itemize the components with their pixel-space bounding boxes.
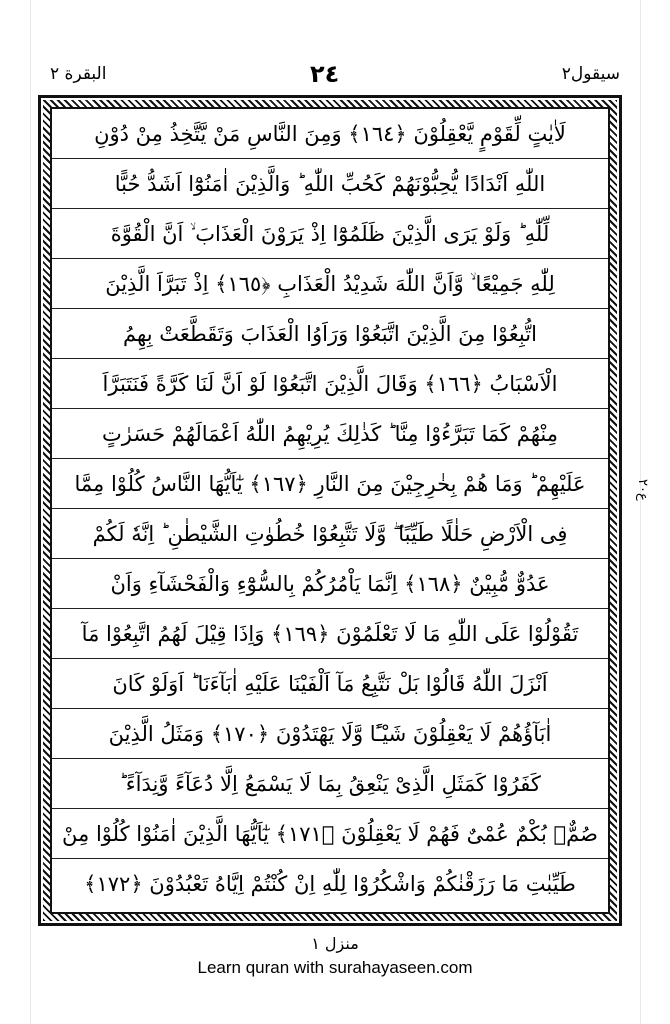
manzil-label: منزل ١ bbox=[311, 934, 359, 953]
quran-text-panel bbox=[50, 107, 610, 914]
text-line-11: تَقُوْلُوْا عَلَى اللّٰهِ مَا لَا تَعْلَمُوْنَ ﴿١٦٩﴾ وَاِذَا قِيْلَ لَهُمُ اتَّبِعُوْا مَآ bbox=[52, 609, 608, 659]
text-line-6: الْاَسْبَابُ ﴿١٦٦﴾ وَقَالَ الَّذِيْنَ اتَّبَعُوْا لَوْ اَنَّ لَنَا كَرَّةً فَنَتَبَرَّاَ bbox=[52, 359, 608, 409]
surah-name: البقرة ٢ bbox=[50, 64, 107, 84]
text-line-3: لِّلّٰهِ ؕ وَلَوْ يَرَى الَّذِيْنَ ظَلَمُوْٓا اِذْ يَرَوْنَ الْعَذَابَ ۙ اَنَّ الْقُوَّةَ bbox=[52, 209, 608, 259]
text-line-14: كَفَرُوْا كَمَثَلِ الَّذِىْ يَنْعِقُ بِمَا لَا يَسْمَعُ اِلَّا دُعَآءً وَّنِدَآءً ؕ bbox=[52, 759, 608, 809]
text-line-13: اٰبَآؤُهُمْ لَا يَعْقِلُوْنَ شَيْـًٔا وَّلَا يَهْتَدُوْنَ ﴿١٧٠﴾ وَمَثَلُ الَّذِيْنَ bbox=[52, 709, 608, 759]
page-number: ٢٤ bbox=[310, 60, 340, 88]
text-line-7: مِنْهُمْ كَمَا تَبَرَّءُوْا مِنَّا ؕ كَذٰلِكَ يُرِيْهِمُ اللّٰهُ اَعْمَالَهُمْ حَسَرٰتٍ bbox=[52, 409, 608, 459]
text-line-16: طَيِّبٰتِ مَا رَزَقْنٰكُمْ وَاشْكُرُوْا لِلّٰهِ اِنْ كُنْتُمْ اِيَّاهُ تَعْبُدُوْنَ ﴿١٧٢﴾ bbox=[84, 872, 576, 896]
text-line-12: اَنْزَلَ اللّٰهُ قَالُوْا بَلْ نَتَّبِعُ مَآ اَلْفَيْنَا عَلَيْهِ اٰبَآءَنَا ؕ اَوَلَوْ كَانَ bbox=[52, 659, 608, 709]
text-line-1: لَاٰيٰتٍ لِّقَوْمٍ يَّعْقِلُوْنَ ﴿١٦٤﴾ وَمِنَ النَّاسِ مَنْ يَّتَّخِذُ مِنْ دُوْنِ bbox=[52, 109, 608, 159]
text-line-15: صُمٌّۢ بُكْمٌ عُمْىٌ فَهُمْ لَا يَعْقِلُوْنَ ﴿١٧١﴾ يٰٓاَيُّهَا الَّذِيْنَ اٰمَنُوْا كُلُوْا مِنْ bbox=[52, 809, 608, 859]
page-header bbox=[40, 60, 630, 90]
website-caption: Learn quran with surahayaseen.com bbox=[197, 958, 473, 977]
text-line-4: لِلّٰهِ جَمِيْعًا ۙ وَّاَنَّ اللّٰهَ شَدِيْدُ الْعَذَابِ ﴿١٦٥﴾ اِذْ تَبَرَّاَ الَّذِيْنَ bbox=[52, 259, 608, 309]
left-guide-line bbox=[30, 0, 31, 1024]
text-line-8: عَلَيْهِمْ ؕ وَمَا هُمْ بِخٰرِجِيْنَ مِنَ النَّارِ ﴿١٦٧﴾ يٰٓاَيُّهَا النَّاسُ كُلُوْا مِمَّا bbox=[52, 459, 608, 509]
ruku-margin-mark: ع٢٠ bbox=[635, 479, 650, 501]
text-line-2: اللّٰهِ اَنْدَادًا يُّحِبُّوْنَهُمْ كَحُبِّ اللّٰهِ ؕ وَالَّذِيْنَ اٰمَنُوْٓا اَشَدُّ حُبًّا bbox=[52, 159, 608, 209]
text-line-10: عَدُوٌّ مُّبِيْنٌ ﴿١٦٨﴾ اِنَّمَا يَاْمُرُكُمْ بِالسُّوْٓءِ وَالْفَحْشَآءِ وَاَنْ bbox=[52, 559, 608, 609]
text-line-9: فِى الْاَرْضِ حَلٰلًا طَيِّبًا ۖ وَّلَا تَتَّبِعُوْا خُطُوٰتِ الشَّيْطٰنِ ؕ اِنَّهٗ لَكُمْ bbox=[52, 509, 608, 559]
para-name: سيقول٢ bbox=[561, 64, 620, 84]
text-line-5: اتُّبِعُوْا مِنَ الَّذِيْنَ اتَّبَعُوْا وَرَاَوُا الْعَذَابَ وَتَقَطَّعَتْ بِهِمُ bbox=[52, 309, 608, 359]
